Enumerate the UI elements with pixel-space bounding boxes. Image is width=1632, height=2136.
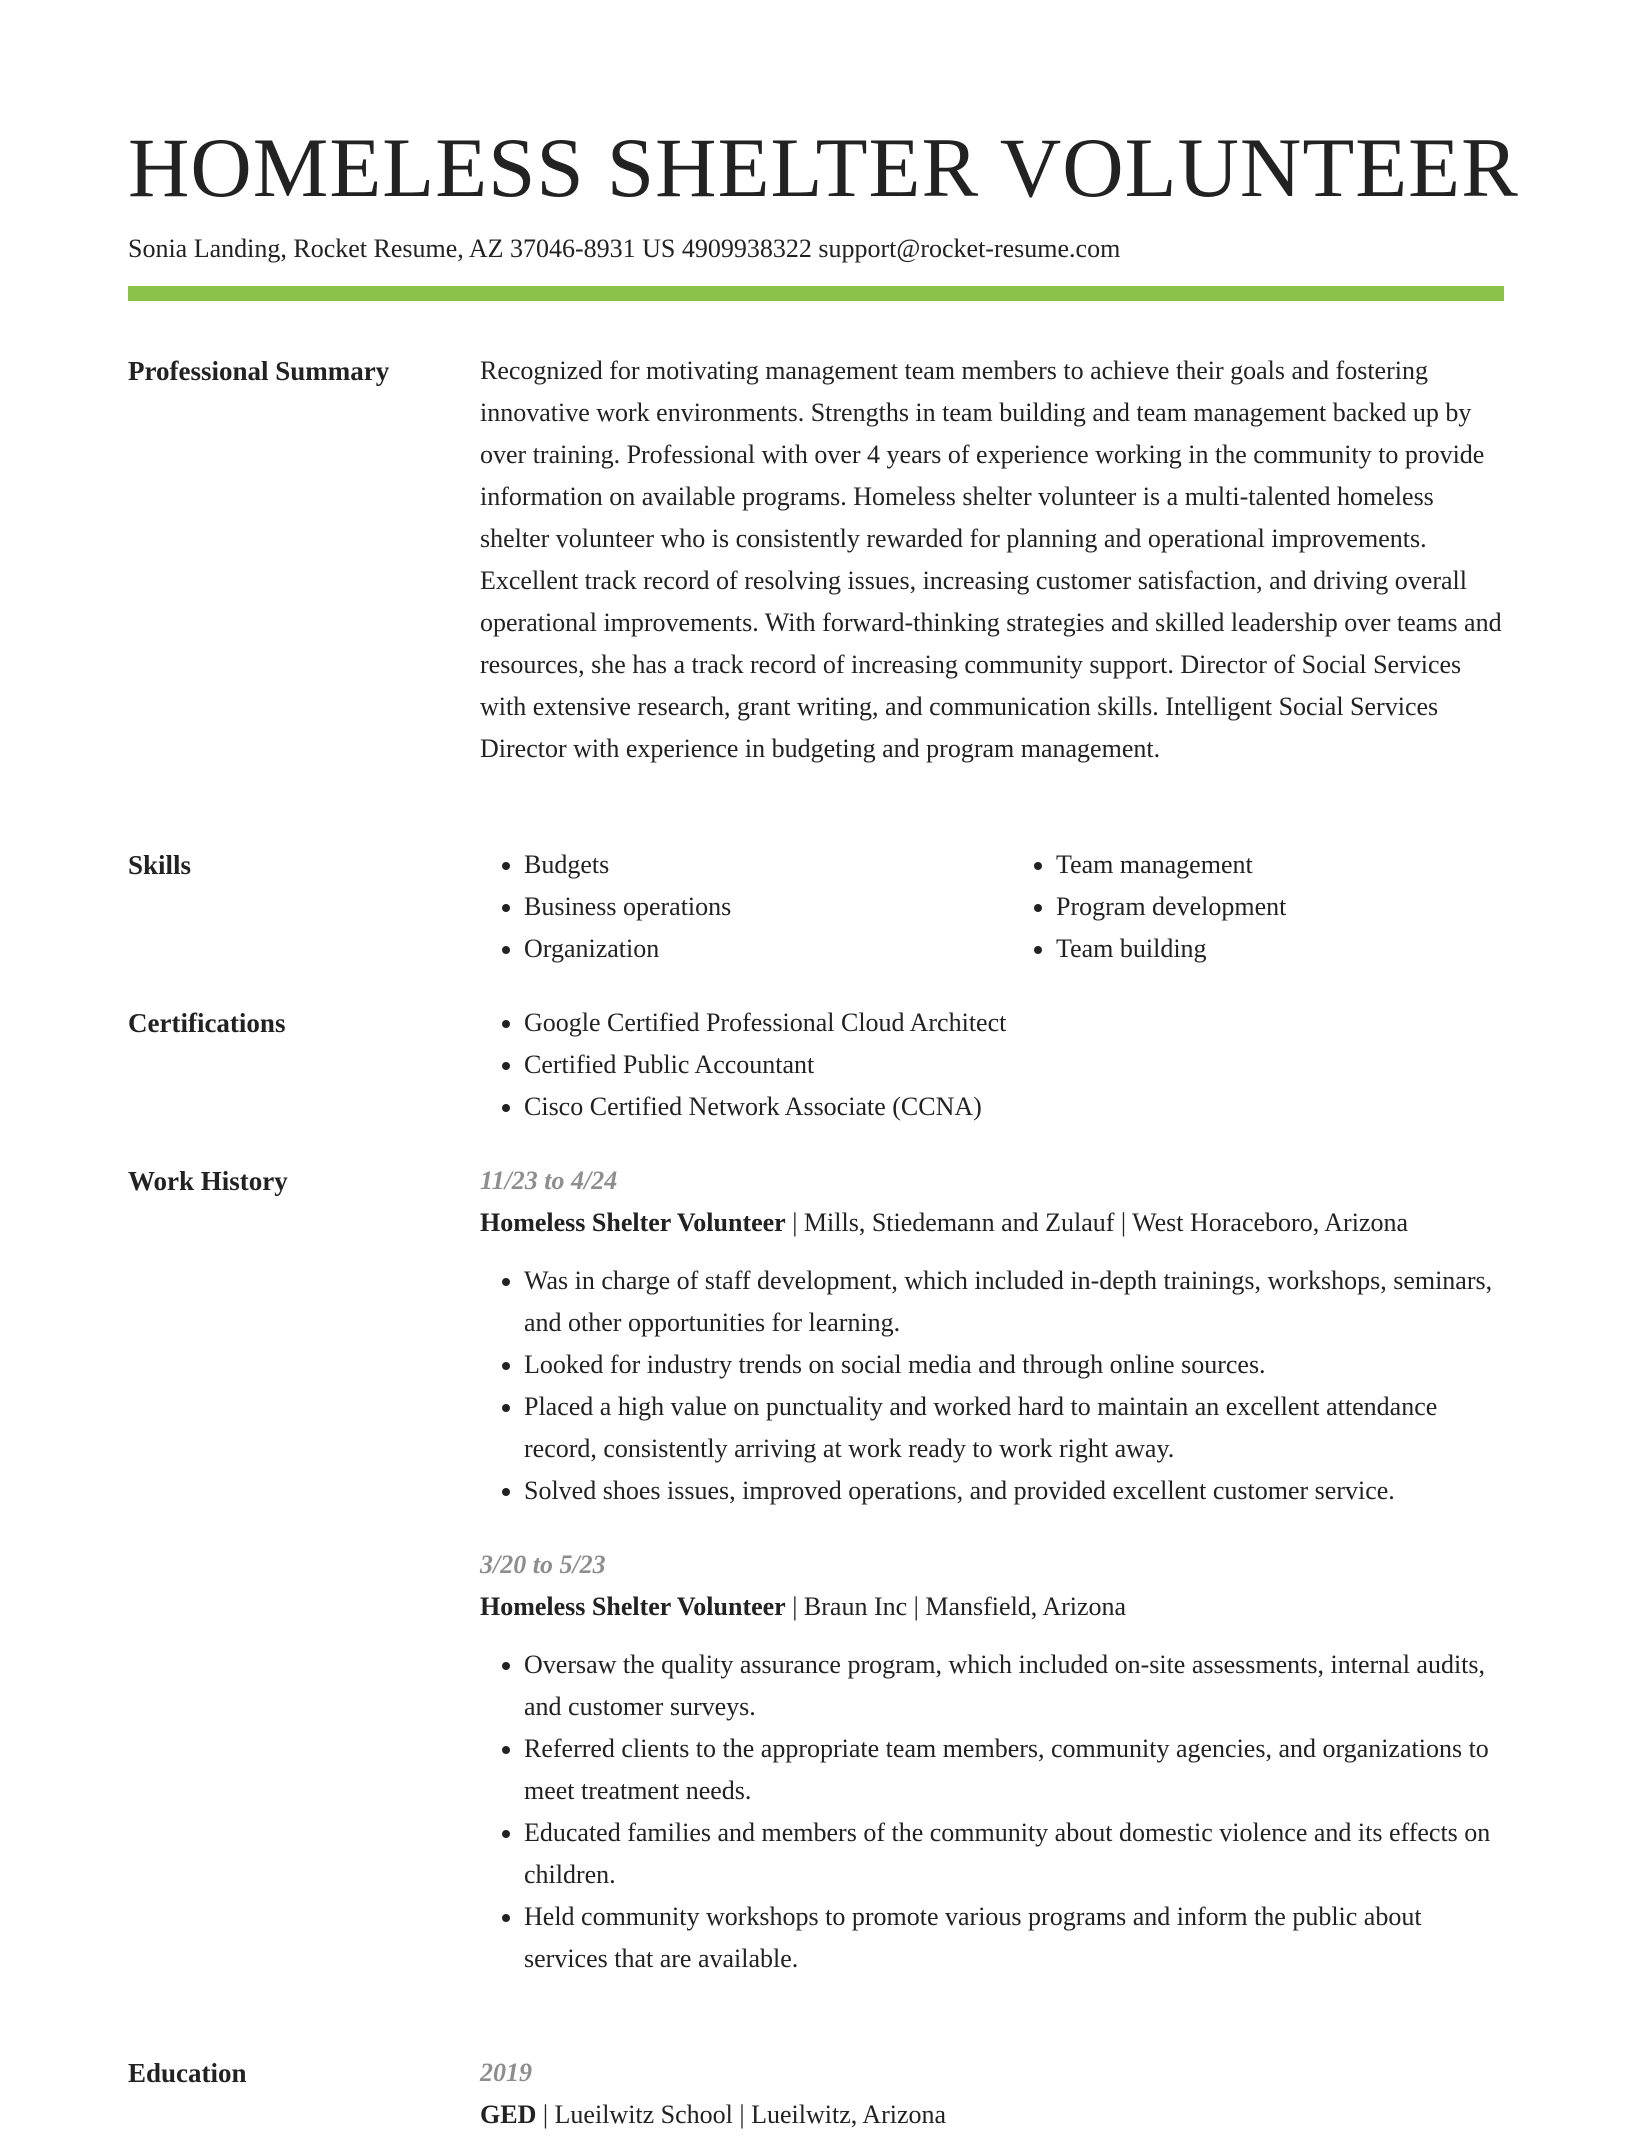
skill-item: • Team building (1056, 928, 1504, 970)
job-bullet: • Held community workshops to promote various programs and inform the public about services that are available. (524, 1896, 1504, 1980)
section-title-work-history: Work History (128, 1166, 288, 1196)
section-title-skills: Skills (128, 850, 192, 880)
accent-divider (128, 286, 1504, 301)
summary-text: Recognized for motivating management team members to achieve their goals and fostering innovative work environments. Strengths in team building and team management backed up by over training. Professional with over 4 years of experience working in the community to provide information on available programs. Homeless shelter volunteer is a multi-talented homeless shelter volunteer who is consistently rewarded for planning and operational improvements. Excellent track record of resolving issues, increasing customer satisfaction, and driving overall operational improvements. With forward-thinking strategies and skilled leadership over teams and resources, she has a track record of increasing community support. Director of Social Services with extensive research, grant writing, and communication skills. Intelligent Social Services Director with experience in budgeting and program management. (480, 356, 1502, 763)
skill-item: • Business operations (524, 886, 972, 928)
skills-list-left (480, 844, 972, 970)
job-bullet: • Was in charge of staff development, which included in-depth trainings, workshops, seminars, and other opportunities for learning. (524, 1260, 1504, 1344)
skill-item: • Program development (1056, 886, 1504, 928)
job-bullet: • Oversaw the quality assurance program, which included on-site assessments, internal audits, and customer surveys. (524, 1644, 1504, 1728)
education-heading (480, 2094, 1504, 2136)
job-bullet: • Looked for industry trends on social media and through online sources. (524, 1344, 1504, 1386)
job-bullets (480, 1644, 1504, 1980)
skill-item: • Budgets (524, 844, 972, 886)
job-dates: 3/20 to 5/23 (480, 1550, 606, 1579)
job-heading (480, 1202, 1504, 1244)
education-details: | Lueilwitz School | Lueilwitz, Arizona (536, 2100, 947, 2129)
job-details: | Mills, Stiedemann and Zulauf | West Horaceboro, Arizona (785, 1208, 1409, 1237)
job-details: | Braun Inc | Mansfield, Arizona (785, 1592, 1127, 1621)
certification-item: • Google Certified Professional Cloud Architect (524, 1002, 1504, 1044)
education-dates: 2019 (480, 2058, 532, 2087)
section-title-summary: Professional Summary (128, 356, 390, 386)
job-role: Homeless Shelter Volunteer (480, 1592, 786, 1621)
skill-item: • Organization (524, 928, 972, 970)
job-entry (480, 1544, 1504, 1980)
section-title-certifications: Certifications (128, 1008, 286, 1038)
job-bullet: • Referred clients to the appropriate team members, community agencies, and organizations to meet treatment needs. (524, 1728, 1504, 1812)
resume-title: HOMELESS SHELTER VOLUNTEER (128, 121, 1519, 215)
certification-item: • Cisco Certified Network Associate (CCNA) (524, 1086, 1504, 1128)
job-role: Homeless Shelter Volunteer (480, 1208, 786, 1237)
skill-item: • Team management (1056, 844, 1504, 886)
job-bullets (480, 1260, 1504, 1512)
skills-list-right (1012, 844, 1504, 970)
job-bullet: • Solved shoes issues, improved operations, and provided excellent customer service. (524, 1470, 1504, 1512)
section-title-education: Education (128, 2058, 247, 2088)
job-dates: 11/23 to 4/24 (480, 1166, 618, 1195)
contact-line: Sonia Landing, Rocket Resume, AZ 37046-8931 US 4909938322 support@rocket-resume.com (128, 234, 1121, 263)
certifications-list (480, 1002, 1504, 1128)
certification-item: • Certified Public Accountant (524, 1044, 1504, 1086)
job-heading (480, 1586, 1504, 1628)
job-bullet: • Educated families and members of the community about domestic violence and its effects on children. (524, 1812, 1504, 1896)
job-entry (480, 1160, 1504, 1512)
job-bullet: • Placed a high value on punctuality and worked hard to maintain an excellent attendance record, consistently arriving at work ready to work right away. (524, 1386, 1504, 1470)
education-degree: GED (480, 2100, 537, 2129)
